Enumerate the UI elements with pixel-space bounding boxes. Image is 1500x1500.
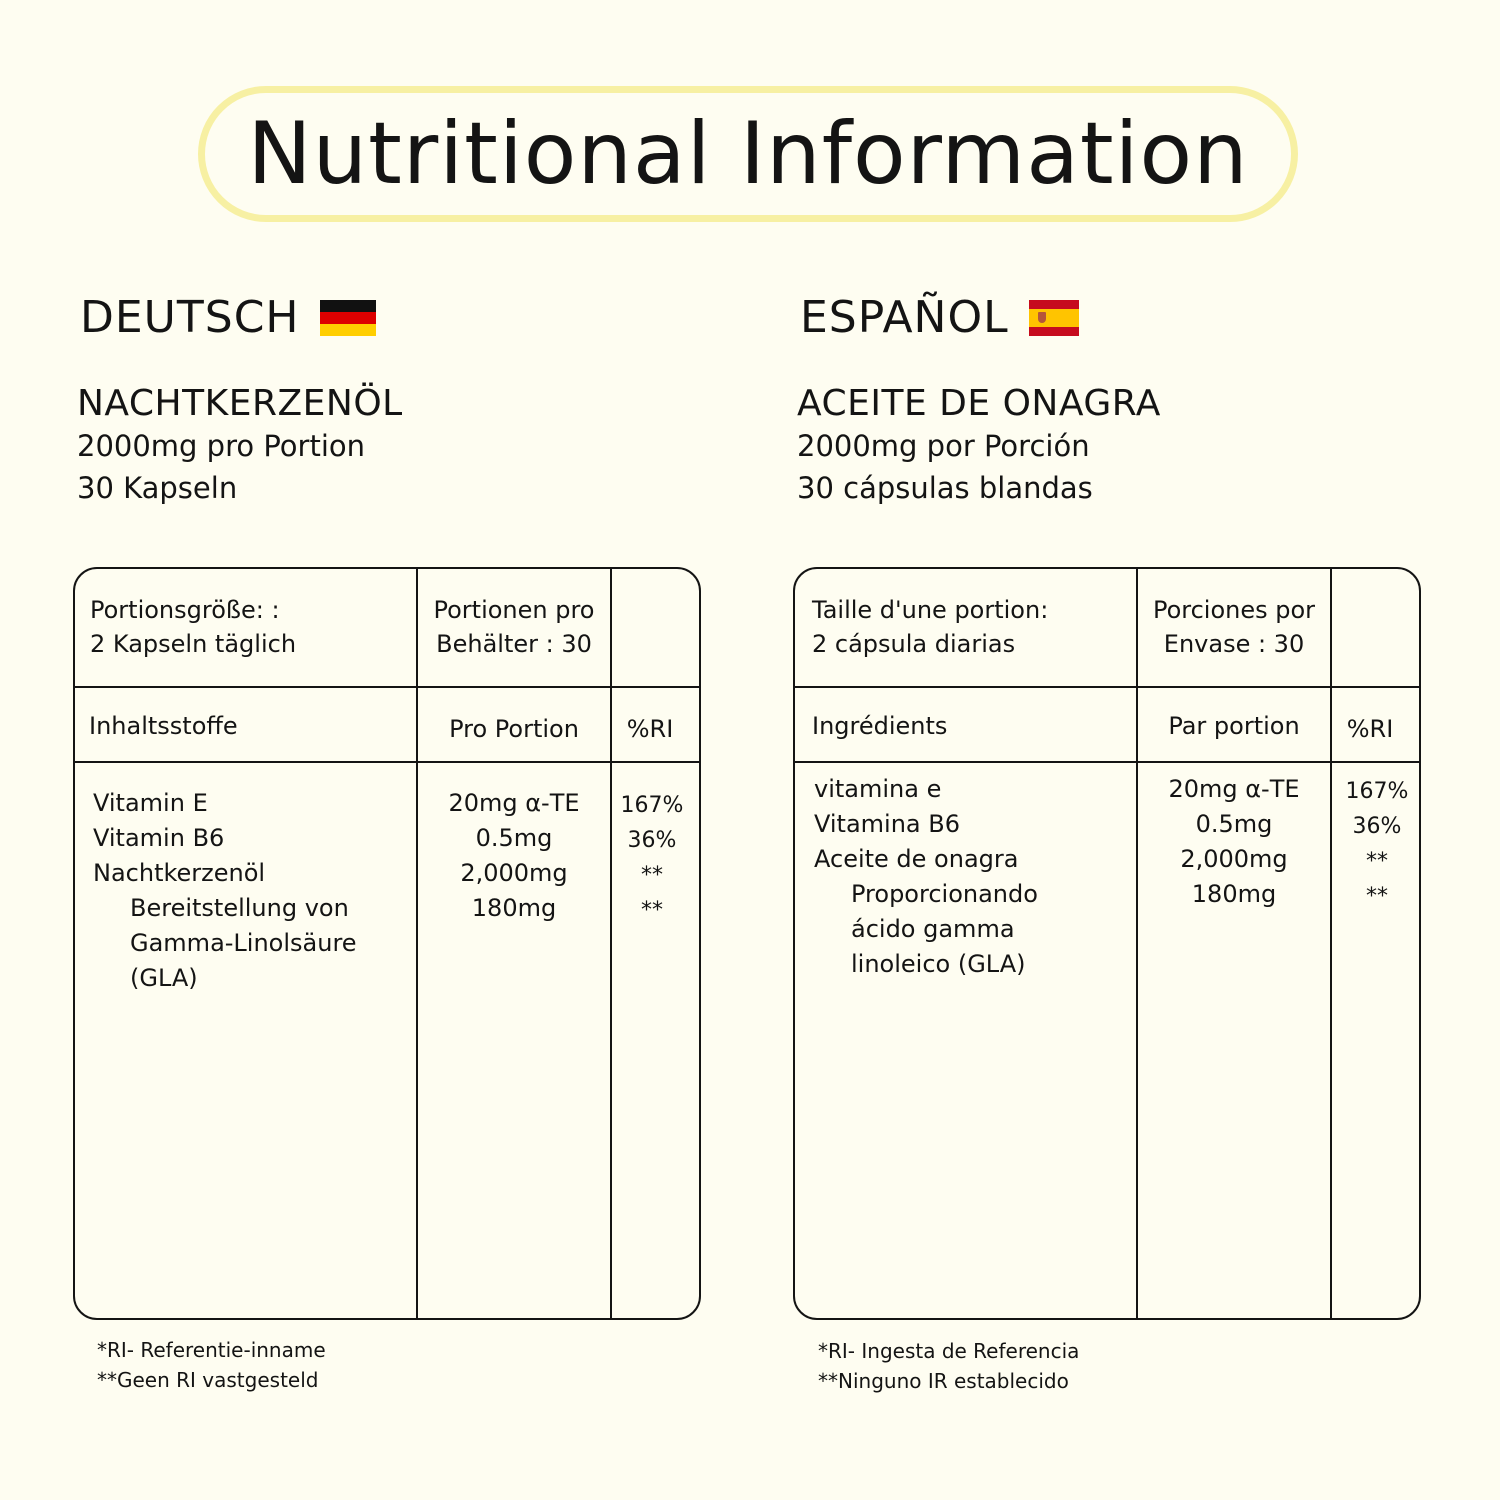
spanish-ingredient-list xyxy=(814,772,1038,982)
german-ingredient-list xyxy=(93,786,357,996)
list-item: 0.5mg xyxy=(475,824,553,852)
serving-size-label: Portionsgröße: : xyxy=(90,596,280,624)
serving-size-value: 2 Kapseln täglich xyxy=(90,630,297,658)
german-count: 30 Kapseln xyxy=(77,471,238,505)
list-item: 180mg xyxy=(471,894,557,922)
list-item: 0.5mg xyxy=(1195,810,1273,838)
list-item: linoleico (GLA) xyxy=(851,950,1026,978)
table-divider xyxy=(75,761,699,763)
table-divider xyxy=(795,686,1419,688)
table-divider xyxy=(795,761,1419,763)
servings-label: Portionen pro xyxy=(433,596,595,624)
spanish-servings-per-container xyxy=(1138,593,1330,661)
servings-label: Porciones por xyxy=(1152,596,1316,624)
german-servings-per-container xyxy=(418,593,610,661)
list-item: ** xyxy=(641,898,663,923)
list-item: Vitamina B6 xyxy=(814,810,961,838)
list-item: 167% xyxy=(620,793,684,818)
list-item: 180mg xyxy=(1191,880,1277,908)
list-item: Aceite de onagra xyxy=(814,845,1019,873)
list-item: Vitamin E xyxy=(93,789,208,817)
page-title: Nutritional Information xyxy=(247,104,1249,204)
german-amount-list xyxy=(418,786,610,926)
servings-value: Envase : 30 xyxy=(1163,630,1305,658)
spanish-header-ingredients: Ingrédients xyxy=(812,712,948,740)
spanish-footnotes xyxy=(818,1336,1079,1396)
list-item: 36% xyxy=(1352,814,1402,839)
list-item: 167% xyxy=(1345,779,1409,804)
german-footnotes xyxy=(97,1335,326,1395)
serving-size-label: Taille d'une portion: xyxy=(812,596,1049,624)
germany-flag-icon xyxy=(320,300,376,336)
list-item: 20mg α-TE xyxy=(448,789,580,817)
spanish-dose: 2000mg por Porción xyxy=(797,429,1090,463)
german-dose: 2000mg pro Portion xyxy=(77,429,366,463)
spanish-header-per-serving: Par portion xyxy=(1168,712,1300,740)
table-divider xyxy=(416,569,418,1318)
german-header-per-serving: Pro Portion xyxy=(449,715,579,743)
spanish-product-name: ACEITE DE ONAGRA xyxy=(797,383,1161,424)
footnote: *RI- Referentie-inname xyxy=(97,1338,326,1362)
spanish-ri-list xyxy=(1332,774,1422,914)
serving-size-value: 2 cápsula diarias xyxy=(812,630,1016,658)
spanish-language-label: ESPAÑOL xyxy=(800,292,1009,343)
table-divider xyxy=(75,686,699,688)
spanish-language-heading xyxy=(800,292,1079,343)
list-item: Gamma-Linolsäure xyxy=(130,929,357,957)
list-item: ** xyxy=(641,863,663,888)
german-header-ri: %RI xyxy=(626,715,674,743)
coat-of-arms-icon xyxy=(1038,312,1046,323)
german-serving-size xyxy=(90,593,296,661)
list-item: vitamina e xyxy=(814,775,942,803)
list-item: Bereitstellung von xyxy=(130,894,349,922)
spanish-header-ri: %RI xyxy=(1346,715,1394,743)
list-item: 2,000mg xyxy=(460,859,568,887)
german-product-name: NACHTKERZENÖL xyxy=(77,383,403,424)
list-item: ** xyxy=(1366,849,1388,874)
german-header-ingredients: Inhaltsstoffe xyxy=(89,712,238,740)
table-divider xyxy=(1136,569,1138,1318)
spain-flag-icon xyxy=(1029,300,1079,336)
table-divider xyxy=(1330,569,1332,1318)
spanish-amount-list xyxy=(1138,772,1330,912)
german-product-info xyxy=(77,384,403,508)
spanish-nutrition-table xyxy=(793,567,1421,1320)
list-item: Vitamin B6 xyxy=(93,824,225,852)
footnote: **Ninguno IR establecido xyxy=(818,1369,1069,1393)
footnote: *RI- Ingesta de Referencia xyxy=(818,1339,1080,1363)
servings-value: Behälter : 30 xyxy=(436,630,592,658)
german-language-heading xyxy=(80,292,376,343)
list-item: ácido gamma xyxy=(851,915,1015,943)
list-item: Proporcionando xyxy=(851,880,1038,908)
table-divider xyxy=(610,569,612,1318)
list-item: 20mg α-TE xyxy=(1168,775,1300,803)
german-language-label: DEUTSCH xyxy=(80,292,300,343)
title-banner xyxy=(198,86,1298,222)
list-item: (GLA) xyxy=(130,964,198,992)
list-item: ** xyxy=(1366,884,1388,909)
list-item: Nachtkerzenöl xyxy=(93,859,266,887)
spanish-count: 30 cápsulas blandas xyxy=(797,471,1093,505)
list-item: 2,000mg xyxy=(1180,845,1288,873)
german-ri-list xyxy=(612,788,692,928)
spanish-product-info xyxy=(797,384,1161,508)
list-item: 36% xyxy=(627,828,677,853)
spanish-serving-size xyxy=(812,593,1048,661)
german-nutrition-table xyxy=(73,567,701,1320)
footnote: **Geen RI vastgesteld xyxy=(97,1368,319,1392)
